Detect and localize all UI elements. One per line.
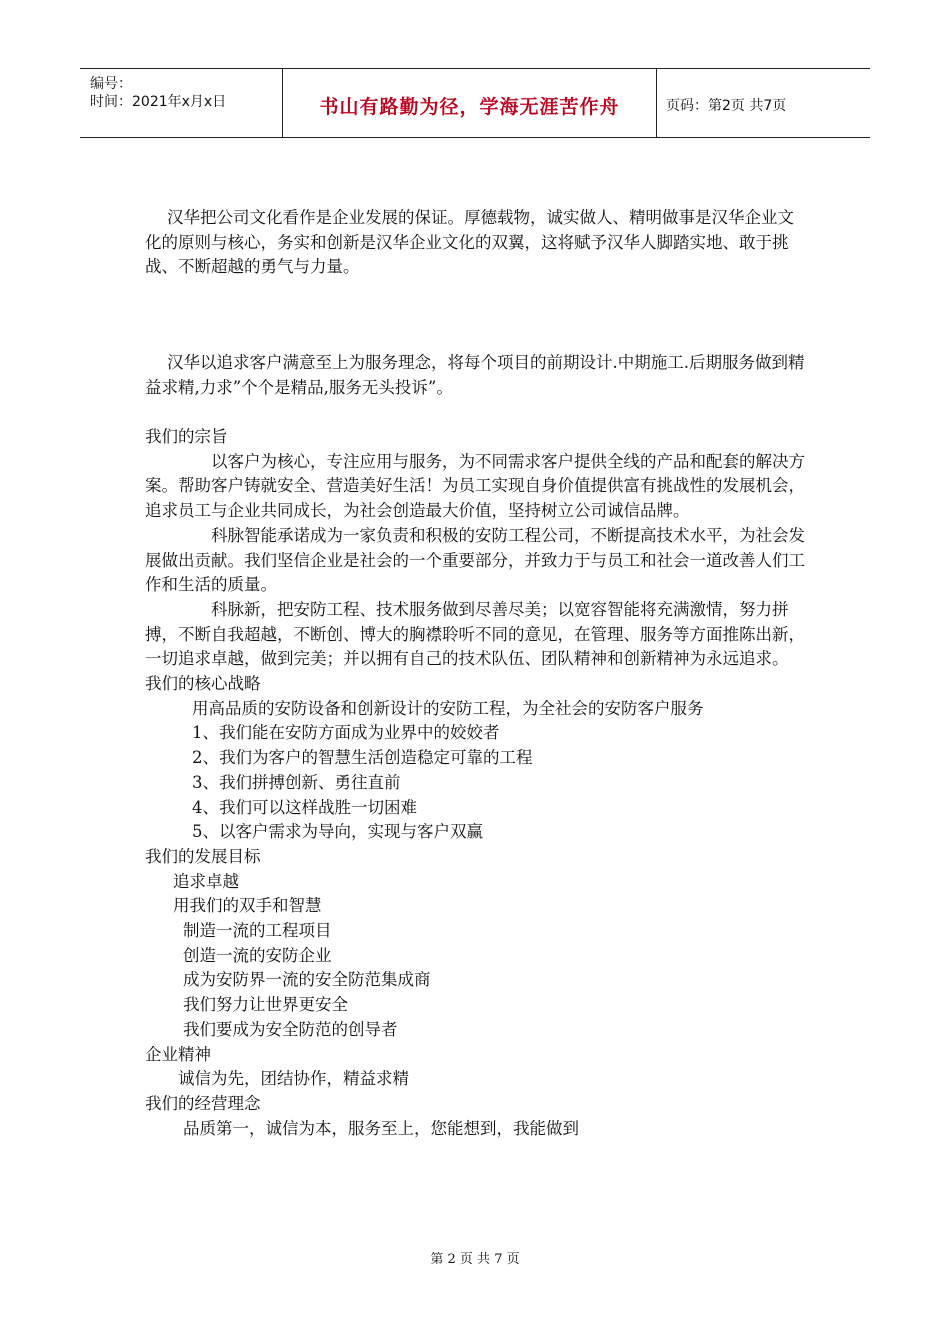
purpose-paragraph-1: 以客户为核心，专注应用与服务，为不同需求客户提供全线的产品和配套的解决方案。帮助客户铸就安全、营造美好生活！为员工实现自身价值提供富有挑战性的发展机会，追求员工与企业共同成长，为社会创造最大价值，坚持树立公司诚信品牌。: [145, 451, 805, 521]
goal-line: 我们要成为安全防范的创导者: [183, 1019, 398, 1039]
document-time-label: 时间：2021年x月x日: [90, 94, 227, 110]
spirit-text: 诚信为先，团结协作，精益求精: [178, 1069, 409, 1089]
goal-line: 制造一流的工程项目: [183, 921, 332, 941]
header-motto-cell: [283, 69, 657, 137]
goal-line: 成为安防界一流的安全防范集成商: [183, 970, 431, 990]
service-paragraph: 汉华以追求客户满意至上为服务理念，将每个项目的前期设计.中期施工.后期服务做到精益求精,力求”个个是精品,服务无头投诉”。: [145, 353, 805, 397]
header-info-cell: [80, 69, 283, 137]
strategy-heading: 我们的核心战略: [145, 674, 261, 694]
strategy-intro: 用高品质的安防设备和创新设计的安防工程，为全社会的安防客户服务: [192, 698, 704, 718]
page-header: [80, 68, 870, 138]
goal-line: 用我们的双手和智慧: [173, 896, 322, 916]
header-page-cell: [657, 69, 870, 137]
goal-line: 追求卓越: [173, 871, 239, 891]
main-content: [145, 425, 810, 1141]
strategy-item: 4、我们可以这样战胜一切困难: [192, 797, 417, 817]
philosophy-heading: 我们的经营理念: [145, 1093, 261, 1113]
goal-line: 我们努力让世界更安全: [183, 995, 348, 1015]
philosophy-text: 品质第一，诚信为本，服务至上，您能想到，我能做到: [183, 1118, 579, 1138]
culture-paragraph: 汉华把公司文化看作是企业发展的保证。厚德载物，诚实做人、精明做事是汉华企业文化的原则与核心，务实和创新是汉华企业文化的双翼，这将赋予汉华人脚踏实地、敢于挑战、不断超越的勇气与力量。: [145, 208, 794, 277]
header-page-number: 页码：第2页 共7页: [666, 98, 787, 114]
strategy-item: 2、我们为客户的智慧生活创造稳定可靠的工程: [192, 748, 533, 768]
header-motto: 书山有路勤为径，学海无涯苦作舟: [319, 96, 620, 118]
goals-heading: 我们的发展目标: [145, 846, 261, 866]
purpose-paragraph-3: 科脉新，把安防工程、技术服务做到尽善尽美；以宽容智能将充满激情，努力拼搏，不断自我超越，不断创、博大的胸襟聆听不同的意见，在管理、服务等方面推陈出新，一切追求卓越，做到完美；并以拥有自己的技术队伍、团队精神和创新精神为永远追求。: [145, 599, 805, 669]
goal-line: 创造一流的安防企业: [183, 945, 332, 965]
culture-section: [145, 206, 810, 280]
strategy-item: 1、我们能在安防方面成为业界中的姣姣者: [192, 723, 500, 743]
spirit-heading: 企业精神: [145, 1044, 211, 1064]
strategy-item: 5、以客户需求为导向，实现与客户双赢: [192, 822, 483, 842]
service-section: [145, 351, 810, 400]
strategy-item: 3、我们拼搏创新、勇往直前: [192, 772, 401, 792]
purpose-paragraph-2: 科脉智能承诺成为一家负责和积极的安防工程公司，不断提高技术水平，为社会发展做出贡献。我们坚信企业是社会的一个重要部分，并致力于与员工和社会一道改善人们工作和生活的质量。: [145, 525, 805, 595]
purpose-heading: 我们的宗旨: [145, 427, 228, 446]
document-number-label: 编号：: [90, 76, 132, 92]
page-footer: 第 2 页 共 7 页: [430, 1252, 520, 1267]
